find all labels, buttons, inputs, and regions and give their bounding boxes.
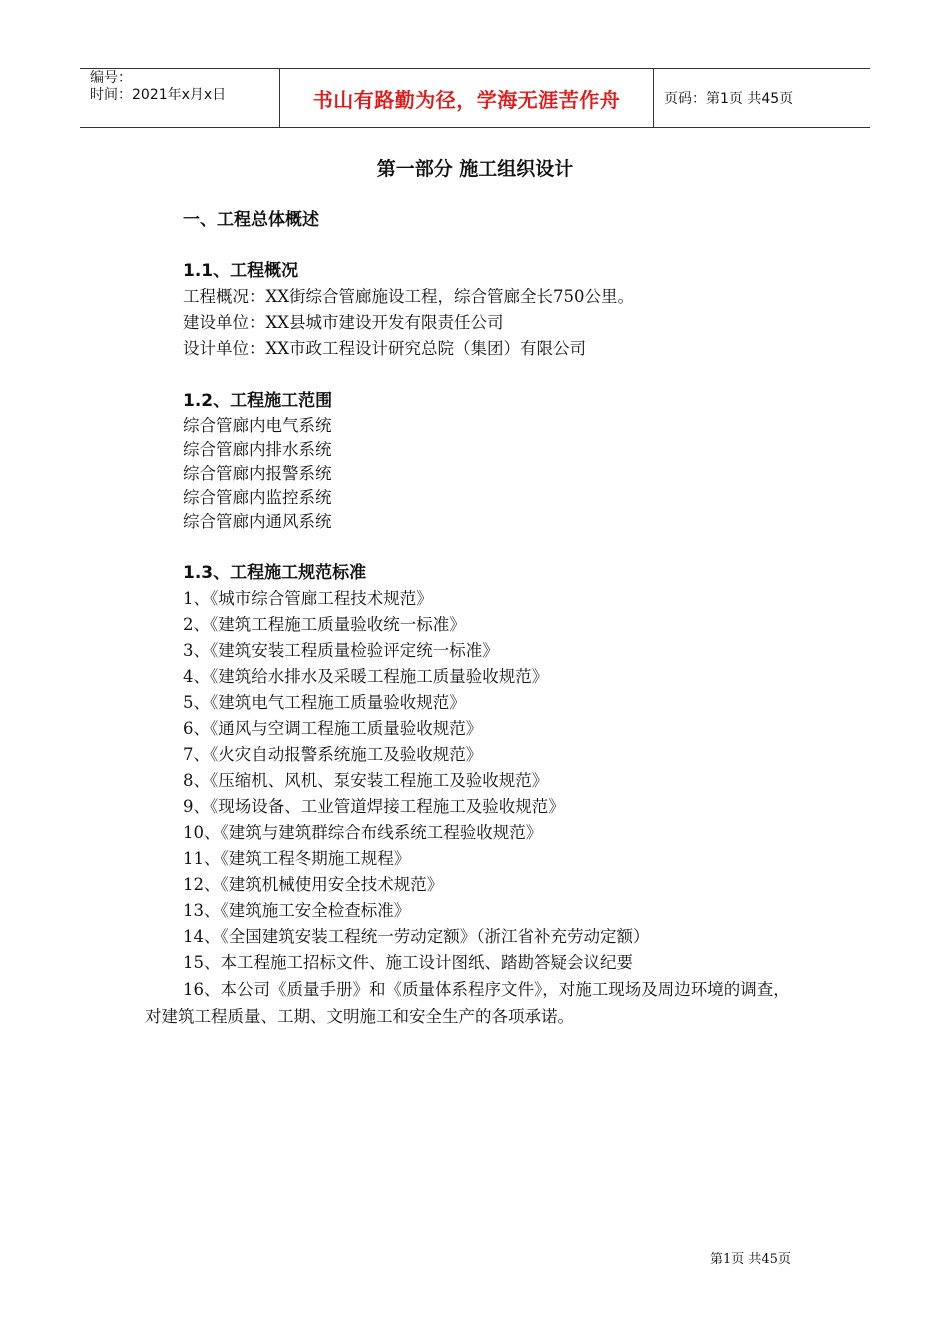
list-item: 14、《全国建筑安装工程统一劳动定额》（浙江省补充劳动定额） bbox=[183, 927, 650, 946]
list-item: 15、本工程施工招标文件、施工设计图纸、踏勘答疑会议纪要 bbox=[183, 953, 633, 972]
list-item: 1、《城市综合管廊工程技术规范》 bbox=[183, 589, 433, 608]
list-item: 8、《压缩机、风机、泵安装工程施工及验收规范》 bbox=[183, 771, 549, 790]
number-label: 编号： bbox=[90, 70, 132, 86]
list-item: 4、《建筑给水排水及采暖工程施工质量验收规范》 bbox=[183, 667, 549, 686]
page-header bbox=[80, 68, 870, 128]
list-item: 5、《建筑电气工程施工质量验收规范》 bbox=[183, 693, 466, 712]
header-meta bbox=[80, 69, 280, 127]
paragraph-line: 工程概况：XX街综合管廊施设工程，综合管廊全长750公里。 bbox=[183, 287, 634, 306]
document-title: 第一部分 施工组织设计 bbox=[376, 158, 574, 180]
subsection-heading-1-1: 1.1、工程概况 bbox=[183, 261, 299, 281]
subsection-heading-1-3: 1.3、工程施工规范标准 bbox=[183, 563, 367, 583]
list-item: 9、《现场设备、工业管道焊接工程施工及验收规范》 bbox=[183, 797, 565, 816]
page-footer: 第1页 共45页 bbox=[710, 1252, 791, 1267]
list-item-wrapped: 16、本公司《质量手册》和《质量体系程序文件》，对施工现场及周边环境的调查，对建筑工程质量、工期、文明施工和安全生产的各项承诺。 bbox=[145, 980, 790, 1026]
list-item: 综合管廊内排水系统 bbox=[183, 440, 332, 459]
list-item: 12、《建筑机械使用安全技术规范》 bbox=[183, 875, 444, 894]
time-label: 时间：2021年x月x日 bbox=[90, 87, 227, 103]
list-item: 综合管廊内电气系统 bbox=[183, 416, 332, 435]
paragraph-line: 设计单位：XX市政工程设计研究总院（集团）有限公司 bbox=[183, 339, 586, 358]
list-item: 10、《建筑与建筑群综合布线系统工程验收规范》 bbox=[183, 823, 543, 842]
header-page-label: 页码：第1页 共45页 bbox=[664, 91, 794, 107]
list-item: 综合管廊内通风系统 bbox=[183, 512, 332, 531]
paragraph-line: 建设单位：XX县城市建设开发有限责任公司 bbox=[183, 313, 504, 332]
list-item: 13、《建筑施工安全检查标准》 bbox=[183, 901, 411, 920]
subsection-heading-1-2: 1.2、工程施工范围 bbox=[183, 391, 333, 411]
list-item: 综合管廊内监控系统 bbox=[183, 488, 332, 507]
list-item: 7、《火灾自动报警系统施工及验收规范》 bbox=[183, 745, 483, 764]
document-body bbox=[145, 208, 843, 1030]
header-motto: 书山有路勤为径，学海无涯苦作舟 bbox=[280, 69, 654, 127]
list-item: 6、《通风与空调工程施工质量验收规范》 bbox=[183, 719, 483, 738]
list-item: 综合管廊内报警系统 bbox=[183, 464, 332, 483]
list-item: 2、《建筑工程施工质量验收统一标准》 bbox=[183, 615, 466, 634]
section-heading-overview: 一、工程总体概述 bbox=[183, 210, 319, 230]
list-item: 3、《建筑安装工程质量检验评定统一标准》 bbox=[183, 641, 499, 660]
list-item: 11、《建筑工程冬期施工规程》 bbox=[183, 849, 411, 868]
